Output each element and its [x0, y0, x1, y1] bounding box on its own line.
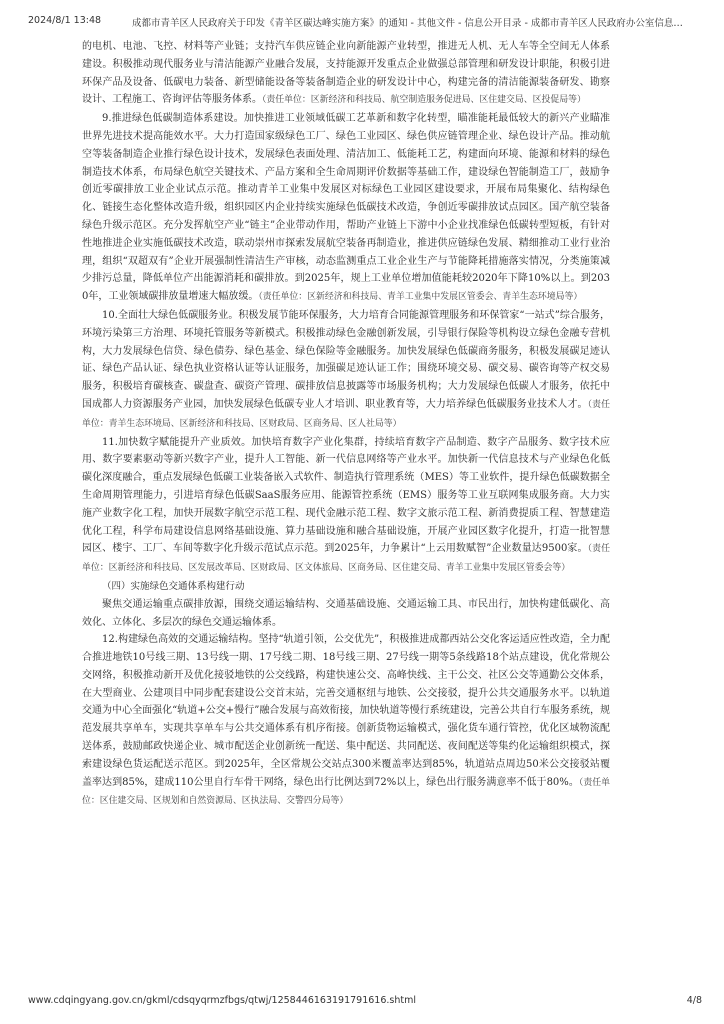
section-heading [82, 578, 610, 596]
body-paragraph [82, 38, 610, 110]
body-paragraph [82, 307, 610, 434]
paragraph-text: 11.加快数字赋能提升产业质效。加快培育数字产业化集群，持续培育数字产品制造、数字产品服务、数字技术应用、数字要素驱动等新兴数字产业，提升人工智能、新一代信息网络等产业水平。加快新一代信息技术与产业绿色化低碳化深度融合，重点发展绿色低碳工业装备嵌入式软件、制造执行管理系统（MES）等工业软件，提升绿色低碳数据全生命周期管理能力，引进培育绿色低碳SaaS服务应用、能源管控系统（EMS）服务等工业互联网集成服务商。大力实施产业数字化工程，加快开展数字航空示范工程、现代金融示范工程、数字文旅示范工程、新消费提质工程、智慧建造优化工程，科学布局建设信息网络基础设施、算力基础设施和融合基础设施，开展产业园区数字化提升，打造一批智慧园区、楼宇、工厂、车间等数字化升级示范试点示范。到2025年，力争累计“上云用数赋智”企业数量达9500家。 [82, 436, 610, 555]
print-header [28, 15, 702, 29]
page-number: 4/8 [686, 995, 702, 1006]
responsible-units-note: （责任单位：青羊生态环境局、区新经济和科技局、区财政局、区商务局、区人社局等） [82, 399, 610, 429]
paragraph-text: 10.全面壮大绿色低碳服务业。积极发展节能环保服务，大力培育合同能源管理服务和环保管家“一站式”综合服务，环境污染第三方治理、环境托管服务等新模式。积极推动绿色金融创新发展，引导银行保险等机构设立绿色金融专营机构，大力发展绿色信贷、绿色债券、绿色基金、绿色保险等金融服务。加快发展绿色低碳商务服务，积极发展碳足迹认证、绿色产品认证、绿色执业资格认证等认证服务，加强碳足迹认证工作；围绕环境交易、碳交易、碳咨询等产权交易服务，积极培育碳核查、碳盘查、碳资产管理、碳排放信息披露等市场服务机构；大力发展绿色低碳人才服务，依托中国成都人力资源服务产业园，加快发展绿色低碳专业人才培训、职业教育等，大力培养绿色低碳服务业技术人才。 [82, 309, 610, 410]
responsible-units-note: （责任单位：区住建交局、区规划和自然资源局、区执法局、交警四分局等） [82, 777, 610, 807]
page-url: www.cdqingyang.gov.cn/gkml/cdsqyqrmzfbgs/qtwj/1258446163191791616.shtml [28, 995, 416, 1006]
print-page-title: 成都市青羊区人民政府关于印发《青羊区碳达峰实施方案》的通知 - 其他文件 - 信息公开目录 - 成都市青羊区人民政府办公室信息… [132, 18, 683, 29]
responsible-units-note: （责任单位：区新经济和科技局、区发展改革局、区财政局、区文体旅局、区商务局、区住建交局、青羊工业集中发展区管委会等） [82, 544, 610, 574]
body-paragraph [82, 596, 610, 632]
paragraph-text: 9.推进绿色低碳制造体系建设。加快推进工业领域低碳工艺革新和数字化转型，瞄准能耗最低较大的新兴产业瞄准世界先进技术提高能效水平。大力打造国家级绿色工厂、绿色工业园区、绿色供应链管理企业、绿色设计产品。推动航空等装备制造企业推行绿色设计技术，发展绿色表面处理、清洁加工、低能耗工艺，构建面向环境、能源和材料的绿色制造技术体系，布局绿色航空关键技术、产品方案和全生命周期评价数据等基础工作，建设绿色智能制造工厂，鼓励争创近零碳排放工业企业试点示范。推动青羊工业集中发展区对标绿色工业园区建设要求，开展布局集聚化、结构绿色化、链接生态化整体改造升级，组织园区内企业持续实施绿色低碳技术改造，争创近零碳排放试点园区。国产航空装备绿色升级示范区。充分发挥航空产业“链主”企业带动作用，帮助产业链上下游中小企业找准绿色低碳转型短板，有针对性地推进企业实施低碳技术改造，联动崇州市探索发展航空装备再制造业，推进供应链绿色发展、精细推动工业行业治理，组织“双超双有”企业开展强制性清洁生产审核，动态监测重点工业企业生产与节能降耗措施落实情况，分类施策减少排污总量，降低单位产出能源消耗和碳排放。到2025年，规上工业单位增加值能耗较2020年下降10%以上。到2030年，工业领域碳排放量增速大幅放缓。 [82, 113, 610, 303]
responsible-units-note: （责任单位：区新经济和科技局、青羊工业集中发展区管委会、青羊生态环境局等） [258, 292, 583, 303]
print-datetime: 2024/8/1 13:48 [28, 15, 102, 26]
document-body [82, 38, 610, 811]
paragraph-text: 的电机、电池、飞控、材料等产业链；支持汽车供应链企业向新能源产业转型，推进无人机、无人车等全空间无人体系建设。积极推动现代服务业与清洁能源产业融合发展，支持能源开发重点企业做强总部管理和研发设计职能，积极引进环保产品及设备、低碳电力装备、新型储能设备等装备制造企业的研发设计中心，构建完备的清洁能源装备研发、勘察设计、工程施工、咨询评估等服务体系。 [82, 41, 610, 106]
paragraph-text: 聚焦交通运输重点碳排放源，围绕交通运输结构、交通基础设施、交通运输工具、市民出行，加快构建低碳化、高效化、立体化、多层次的绿色交通运输体系。 [82, 598, 610, 628]
print-footer [28, 995, 702, 1009]
paragraph-text: （四）实施绿色交通体系构建行动 [102, 580, 245, 592]
responsible-units-note: （责任单位：区新经济和科技局、航空制造服务促进局、区住建交局、区投促局等） [262, 95, 586, 106]
body-paragraph [82, 110, 610, 307]
body-paragraph [82, 631, 610, 811]
body-paragraph [82, 434, 610, 578]
paragraph-text: 12.构建绿色高效的交通运输结构。坚持“轨道引领，公交优先”，积极推进成都西站公交化客运适应性改造，全力配合推进地铁10号线三期、13号线一期、17号线二期、18号线三期、27号线一期等5条线路18个站点建设，优化常规公交网络，积极推动新开及优化接驳地铁的公交线路，构建快速公交、高峰快线、主干公交、社区公交等通勤公交体系，在大型商业、公建项目中同步配套建设公交首末站，完善交通枢纽与地铁、公交接驳，提升公共交通服务水平。以轨道交通为中心全面强化“轨道+公交+慢行”融合发展与高效衔接，加快轨道等慢行系统建设，完善公共自行车服务系统，规范发展共享单车，实现共享单车与公共交通体系有机序衔接。创新货物运输模式，强化货车通行管控，优化区域物流配送体系，鼓励邮政快递企业、城市配送企业创新统一配送、集中配送、共同配送、夜间配送等集约化运输组织模式，探索建设绿色货运配送示范区。到2025年，全区常规公交站点300米覆盖率达到85%，轨道站点周边50米公交接驳站覆盖率达到85%，建成110公里自行车骨干网络，绿色出行比例达到72%以上，绿色出行服务满意率不低于80%。 [82, 634, 610, 788]
